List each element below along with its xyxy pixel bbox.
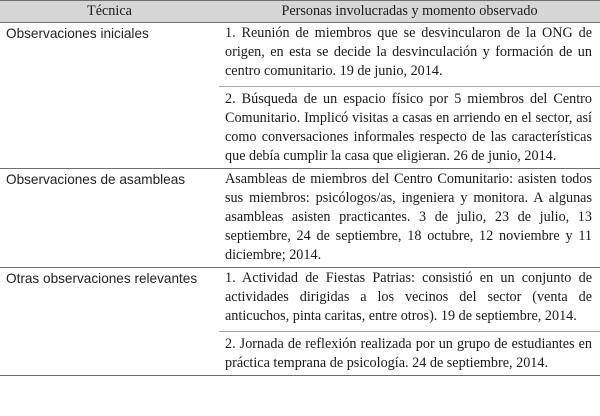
detail-paragraph: 2. Búsqueda de un espacio físico por 5 miembros del Centro Comunitario. Implicó visitas a casas en arriendo en el sector, así como conversaciones informales respecto de las características que debía cumplir la casa que eligieran. 26 de junio, 2014. — [219, 86, 600, 168]
detail-paragraph: 1. Actividad de Fiestas Patrias: consistió en un conjunto de actividades dirigidas a los vecinos del sector (venta de anticuchos, pinta caritas, entre otros). 19 de septiembre, 2014. — [225, 270, 592, 324]
table-header-row — [0, 1, 600, 23]
table-row — [0, 268, 600, 376]
tecnica-cell: Observaciones de asambleas — [0, 169, 219, 268]
tecnica-cell: Observaciones iniciales — [0, 23, 219, 169]
header-personas: Personas involucradas y momento observado — [219, 1, 600, 23]
tecnica-cell: Otras observaciones relevantes — [0, 268, 219, 376]
table-row — [0, 23, 600, 169]
detail-cell — [219, 268, 600, 376]
detail-paragraph: 1. Reunión de miembros que se desvincularon de la ONG de origen, en esta se decide la desvinculación y formación de un centro comunitario. 19 de junio, 2014. — [225, 25, 592, 79]
header-tecnica: Técnica — [0, 1, 219, 23]
table-row — [0, 169, 600, 268]
detail-cell — [219, 23, 600, 169]
detail-cell — [219, 169, 600, 268]
detail-paragraph: 2. Jornada de reflexión realizada por un grupo de estudiantes en práctica temprana de psicología. 24 de septiembre, 2014. — [219, 331, 600, 375]
detail-paragraph: Asambleas de miembros del Centro Comunitario: asisten todos sus miembros: psicólogos/as, ingeniera y monitora. A algunas asambleas asisten practicantes. 3 de julio, 23 de julio, 13 septiembre, 24 de septiembre, 18 octubre, 12 noviembre y 11 diciembre; 2014. — [225, 171, 592, 263]
